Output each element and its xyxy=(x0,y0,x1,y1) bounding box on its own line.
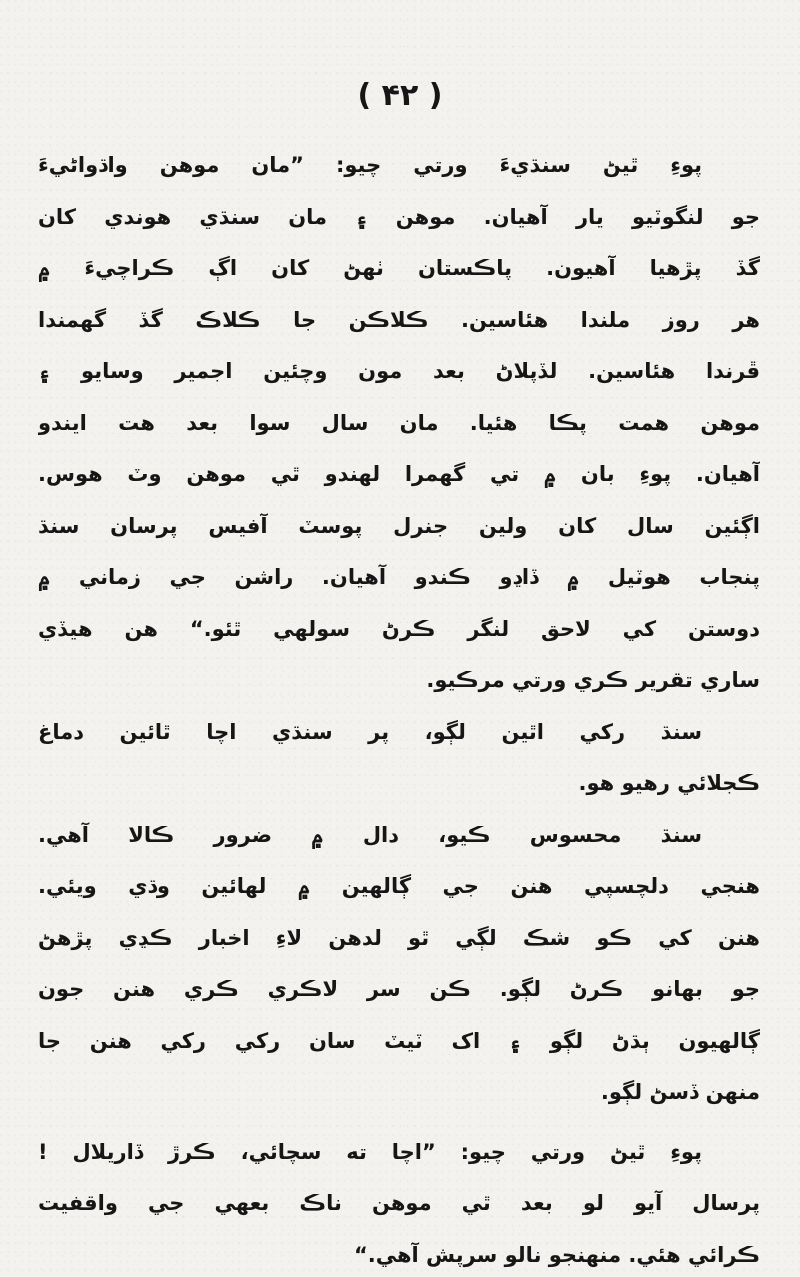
text-line: هنن کي ڪو شڪ لڳي ٿو لدهن لاءِ اخبار ڪڍي پڙهڻ xyxy=(38,925,760,950)
text-line: جو لنگوٽيو يار آهيان. موهن ۽ مان سنڌي هوندي کان xyxy=(38,204,760,229)
text-line: ڪجلائي رهيو هو. xyxy=(578,771,760,795)
text-line: ساري تقرير ڪري ورتي مرڪيو. xyxy=(426,668,760,692)
text-line: اڳئين سال کان ولين جنرل پوسٽ آفيس پرسان سنڌ xyxy=(38,513,760,538)
text-line: پوءِ ٿيڻ ورتي چيو: ”اچا ته سچائي، ڪرڙ ڏاريلال ! xyxy=(38,1139,702,1164)
text-line: گڏ پڙهيا آهيون. پاڪستان ٺهڻ کان اڳ ڪراچيءَ ۾ xyxy=(38,256,760,280)
paragraph xyxy=(38,140,760,707)
text-line: پنجاب هوٽيل ۾ ڏاڍو ڪندو آهيان. راشن جي زماني ۾ xyxy=(38,565,760,589)
text-line: سنڌ محسوس ڪيو، دال ۾ ضرور ڪالا آهي. xyxy=(38,822,702,847)
text-line: موهن همت پڪا هئيا. مان سال سوا بعد هت ايندو xyxy=(38,410,760,435)
text-line: پوءِ ٿيڻ سنڌيءَ ورتي چيو: ”مان موهن واڌواڻيءَ xyxy=(38,153,702,177)
paragraph xyxy=(38,707,760,810)
page-number: ( ۴۲ ) xyxy=(357,78,443,113)
text-line: جو بهانو ڪرڻ لڳو. ڪن سر لاڪري ڪري هنن جون xyxy=(38,977,760,1001)
text-line: پرسال آيو لو بعد ٿي موهن ناڪ بعهي جي واقفيت xyxy=(38,1191,760,1215)
text-line: منهن ڏسڻ لڳو. xyxy=(600,1080,760,1104)
text-line: هنجي دلچسپي هنن جي ڳالهين ۾ لهائين وڌي ويئي. xyxy=(38,874,760,898)
paragraph xyxy=(38,1127,760,1277)
paragraph xyxy=(38,810,760,1119)
text-line: ڪرائي هئي. منهنجو نالو سرپش آهي.“ xyxy=(353,1242,760,1267)
text-line: هر روز ملندا هئاسين. ڪلاڪن جا ڪلاڪ گڏ گهمندا xyxy=(38,307,760,332)
text-line: دوستن کي لاحق لنگر ڪرڻ سولهي ٿئو.“ هن هيڏي xyxy=(38,616,760,641)
text-line: سنڌ رکي اٿين لڳو، پر سنڌي اچا ٿائين دماغ xyxy=(38,719,702,744)
body-text xyxy=(38,140,760,1277)
text-line: ڦرندا هئاسين. لڏپلاڻ بعد مون وچئين اجمير وسايو ۽ xyxy=(38,359,760,383)
text-line: ڳالهيون ٻڌڻ لڳو ۽ اک ٽيٽ سان رکي رکي هنن جا xyxy=(38,1028,760,1053)
text-line: آهيان. پوءِ بان ۾ تي گهمرا لهندو ٿي موهن وٽ هوس. xyxy=(38,462,760,486)
